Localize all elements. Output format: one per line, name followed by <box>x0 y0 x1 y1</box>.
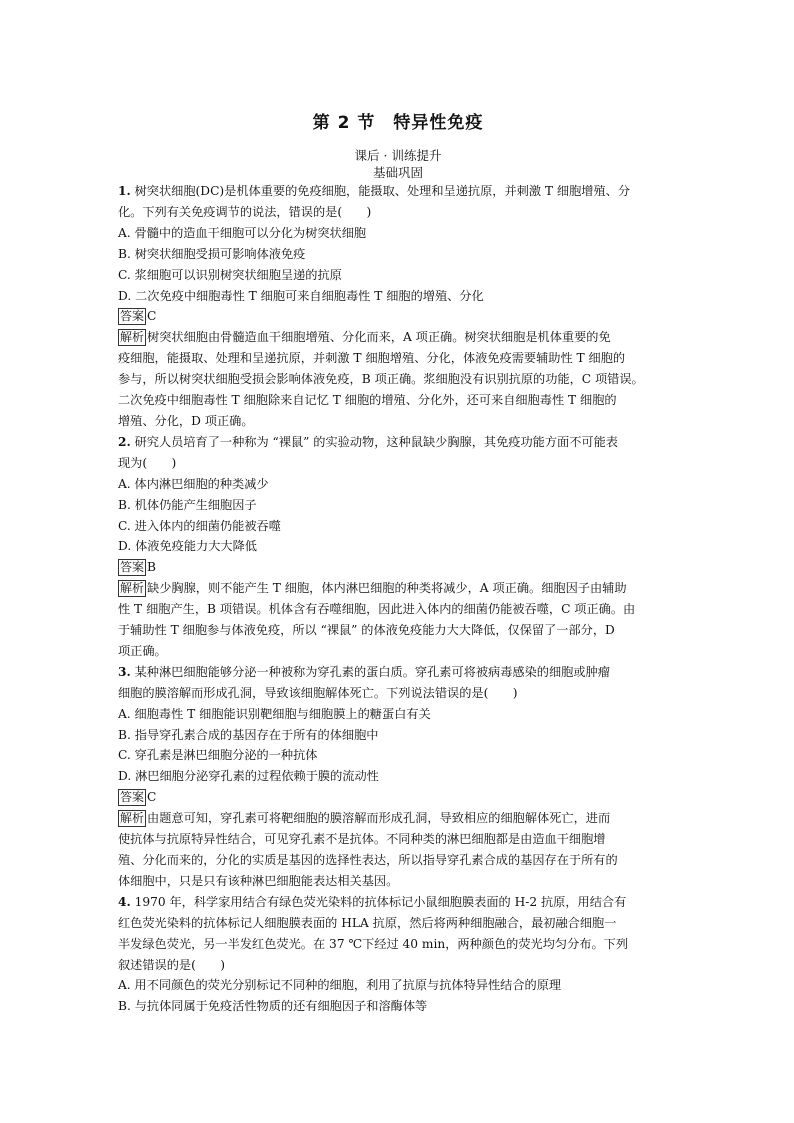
question-3 <box>118 662 678 892</box>
question-stem-line: 1. 树突状细胞(DC)是机体重要的免疫细胞，能摄取、处理和呈递抗原，并刺激 T 细胞增殖、分 <box>118 184 631 198</box>
question-4 <box>118 892 678 1017</box>
answer-line <box>118 787 678 808</box>
analysis-line: 解析 树突状细胞由骨髓造血干细胞增殖、分化而来，A 项正确。树突状细胞是机体重要的免 <box>120 330 611 345</box>
question-stem-line: 半发绿色荧光，另一半发红色荧光。在 37 ℃下经过 40 min，两种颜色的荧光均匀分布。下列 <box>118 936 629 951</box>
question-stem-line: 2. 研究人员培育了一种称为 “裸鼠” 的实验动物，这种鼠缺少胸腺，其免疫功能方面不可能表 <box>118 434 618 449</box>
analysis-label: 解析 <box>120 581 145 596</box>
option-item: D. 淋巴细胞分泌穿孔素的过程依赖于膜的流动性 <box>118 769 379 784</box>
question-stem-line: 叙述错误的是( ) <box>118 957 226 972</box>
analysis-line: 体细胞中，只是只有该种淋巴细胞能表达相关基因。 <box>118 873 399 888</box>
answer-line <box>118 557 678 578</box>
analysis-line: 疫细胞，能摄取、处理和呈递抗原，并刺激 T 细胞增殖、分化，体液免疫需要辅助性 T 细胞的 <box>118 351 626 366</box>
answer-line <box>118 306 678 327</box>
option-item: A. 用不同颜色的荧光分别标记不同种的细胞，利用了抗原与抗体特异性结合的原理 <box>118 978 562 993</box>
analysis-line: 增殖、分化，D 项正确。 <box>118 413 254 428</box>
option-item: B. 机体仍能产生细胞因子 <box>118 497 257 512</box>
answer-value: C <box>147 309 157 324</box>
analysis-line: 性 T 细胞产生，B 项错误。机体含有吞噬细胞，因此进入体内的细菌仍能被吞噬，C 项正确。由 <box>118 602 636 617</box>
answer-label: 答案 <box>120 790 145 805</box>
option-item: C. 进入体内的细菌仍能被吞噬 <box>118 518 281 533</box>
page-title: 第 2 节 特异性免疫 <box>312 113 484 133</box>
option-item: B. 树突状细胞受损可影响体液免疫 <box>118 246 306 261</box>
option-item: A. 骨髓中的造血干细胞可以分化为树突状细胞 <box>118 225 367 240</box>
answer-value: C <box>147 790 157 805</box>
question-stem-line: 现为( ) <box>118 455 177 470</box>
answer-value: B <box>147 560 156 575</box>
answer-label: 答案 <box>120 309 145 324</box>
question-number: 2. <box>118 434 131 449</box>
answer-label: 答案 <box>120 560 145 575</box>
section-heading: 基础巩固 <box>372 165 423 180</box>
option-item: C. 穿孔素是淋巴细胞分泌的一种抗体 <box>118 748 318 763</box>
analysis-line: 于辅助性 T 细胞参与体液免疫，所以 “裸鼠” 的体液免疫能力大大降低，仅保留了一部分，D <box>118 623 615 638</box>
question-2 <box>118 432 678 662</box>
analysis-label: 解析 <box>120 811 145 826</box>
analysis-line: 二次免疫中细胞毒性 T 细胞除来自记忆 T 细胞的增殖、分化外，还可来自细胞毒性 T 细胞的 <box>118 393 617 408</box>
analysis-line: 解析 缺少胸腺，则不能产生 T 细胞，体内淋巴细胞的种类将减少，A 项正确。细胞因子由辅助 <box>120 581 627 596</box>
option-item: A. 细胞毒性 T 细胞能识别靶细胞与细胞膜上的糖蛋白有关 <box>118 706 431 721</box>
option-item: B. 指导穿孔素合成的基因存在于所有的体细胞中 <box>118 727 379 742</box>
option-item: A. 体内淋巴细胞的种类减少 <box>118 476 269 491</box>
question-stem-line: 3. 某种淋巴细胞能够分泌一种被称为穿孔素的蛋白质。穿孔素可将被病毒感染的细胞或肿瘤 <box>118 664 610 679</box>
analysis-line: 殖、分化而来的，分化的实质是基因的选择性表达，所以指导穿孔素合成的基因存在于所有的 <box>118 853 618 867</box>
question-stem-line: 化。下列有关免疫调节的说法，错误的是( ) <box>118 204 372 219</box>
option-item: D. 二次免疫中细胞毒性 T 细胞可来自细胞毒性 T 细胞的增殖、分化 <box>118 288 484 303</box>
option-item: D. 体液免疫能力大大降低 <box>118 539 257 554</box>
question-number: 1. <box>118 184 131 198</box>
question-1 <box>118 181 678 432</box>
option-item: C. 浆细胞可以识别树突状细胞呈递的抗原 <box>118 267 342 282</box>
analysis-line: 项正确。 <box>118 643 167 658</box>
question-stem-line: 4. 1970 年，科学家用结合有绿色荧光染料的抗体标记小鼠细胞膜表面的 H-2 抗原，用结合有 <box>118 894 627 909</box>
analysis-line: 使抗体与抗原特异性结合，可见穿孔素不是抗体。不同种类的淋巴细胞都是由造血干细胞增 <box>118 832 606 847</box>
question-number: 4. <box>118 894 131 909</box>
subtitle: 课后 · 训练提升 <box>354 148 442 163</box>
document-page <box>118 100 678 1017</box>
analysis-line: 解析 由题意可知，穿孔素可将靶细胞的膜溶解而形成孔洞，导致相应的细胞解体死亡，进而 <box>120 811 611 826</box>
question-number: 3. <box>118 664 131 679</box>
analysis-line: 参与，所以树突状细胞受损会影响体液免疫，B 项正确。浆细胞没有识别抗原的功能，C 项错误。 <box>118 372 644 387</box>
question-list <box>118 181 678 1017</box>
analysis-label: 解析 <box>120 330 145 345</box>
question-stem-line: 红色荧光染料的抗体标记人细胞膜表面的 HLA 抗原，然后将两种细胞融合，最初融合细胞一 <box>118 915 617 930</box>
option-item: B. 与抗体同属于免疫活性物质的还有细胞因子和溶酶体等 <box>118 999 428 1014</box>
question-stem-line: 细胞的膜溶解而形成孔洞，导致该细胞解体死亡。下列说法错误的是( ) <box>118 685 518 700</box>
